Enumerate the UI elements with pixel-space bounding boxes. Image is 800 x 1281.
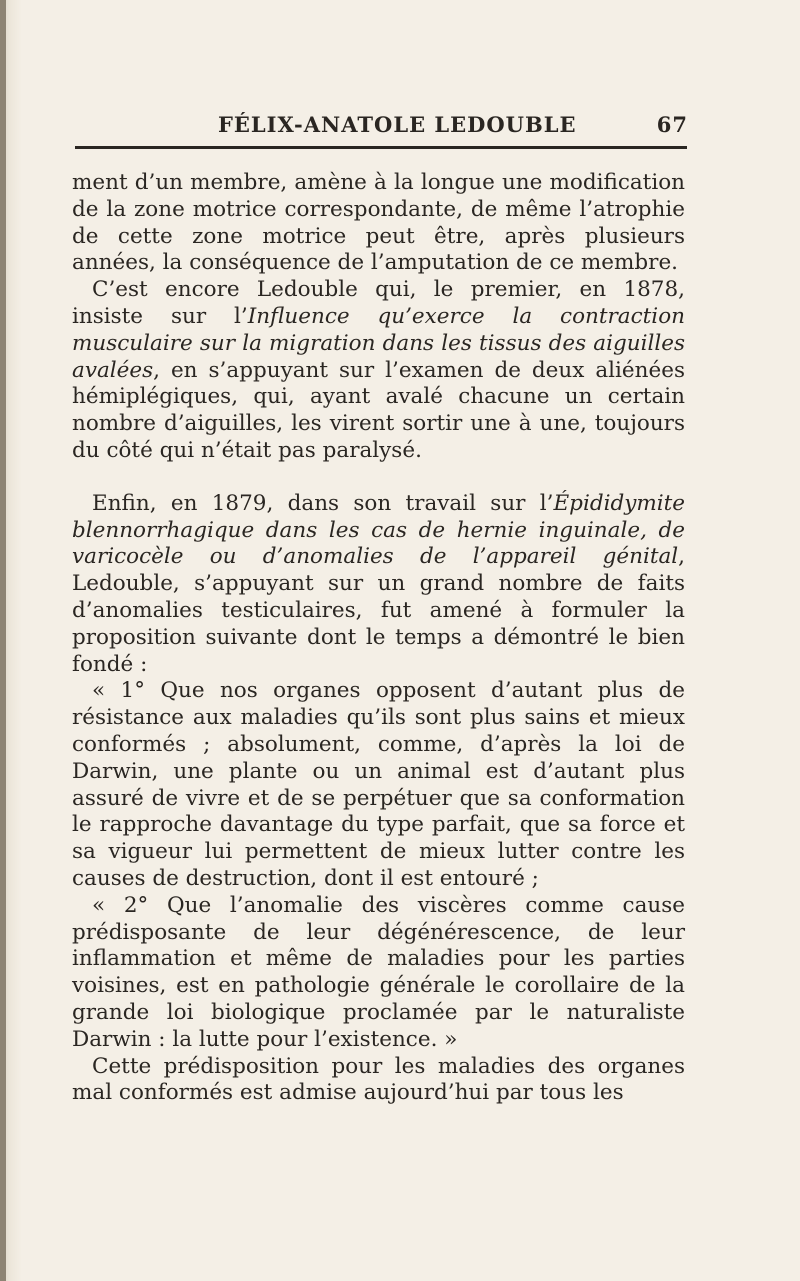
header-rule: [75, 146, 687, 149]
work-title: Épididymite blennorrhagique dans les cas de hernie inguinale, de varicocèle ou d’anomalies de l’appareil génital: [72, 490, 685, 570]
paragraph-text: Enfin, en 1879, dans son travail sur l’: [92, 490, 554, 516]
work-title: Influence qu’exerce la contraction musculaire sur la migration dans les tissus des aiguilles avalées: [72, 303, 685, 383]
running-title: FÉLIX-ANATOLE LEDOUBLE: [218, 112, 577, 137]
page-spine-edge: [0, 0, 6, 1281]
quotation-item: « 2° Que l’anomalie des viscères comme cause prédisposante de leur dégénérescence, de leur inflammation et même de maladies pour les parties voisines, est en pathologie générale le corollaire de la grande loi biologique proclamée par le naturaliste Darwin : la lutte pour l’existence. »: [72, 892, 685, 1052]
quotation-item: « 1° Que nos organes opposent d’autant plus de résistance aux maladies qu’ils sont plus sains et mieux conformés ; absolument, comme, d’après la loi de Darwin, une plante ou un animal est d’autant plus assuré de vivre et de se perpétuer que sa conformation le rapproche davantage du type parfait, que sa force et sa vigueur lui permettent de mieux lutter contre les causes de destruction, dont il est entouré ;: [72, 678, 685, 891]
body-text: [72, 170, 685, 1107]
paragraph-text: C’est encore Ledouble qui, le premier, en 1878, insiste sur l’: [72, 277, 685, 329]
page-number: 67: [656, 112, 688, 137]
paragraph: ment d’un membre, amène à la longue une modification de la zone motrice correspondante, de même l’atrophie de cette zone motrice peut être, après plusieurs années, la conséquence de l’amputation de ce membre.: [72, 170, 685, 276]
paragraph-text: , Ledouble, s’appuyant sur un grand nombre de faits d’anomalies testiculaires, fut amené à formuler la proposition suivante dont le temps a démontré le bien fondé :: [72, 544, 685, 677]
paragraph-text: , en s’appuyant sur l’examen de deux aliénées hémiplégiques, qui, ayant avalé chacune un certain nombre d’aiguilles, les virent sortir une à une, toujours du côté qui n’était pas paralysé.: [72, 357, 685, 463]
paragraph: Cette prédisposition pour les maladies des organes mal conformés est admise aujourd’hui par tous les: [72, 1053, 685, 1106]
paragraph: [72, 491, 685, 679]
paragraph: [72, 277, 685, 465]
page-header: [0, 112, 800, 142]
